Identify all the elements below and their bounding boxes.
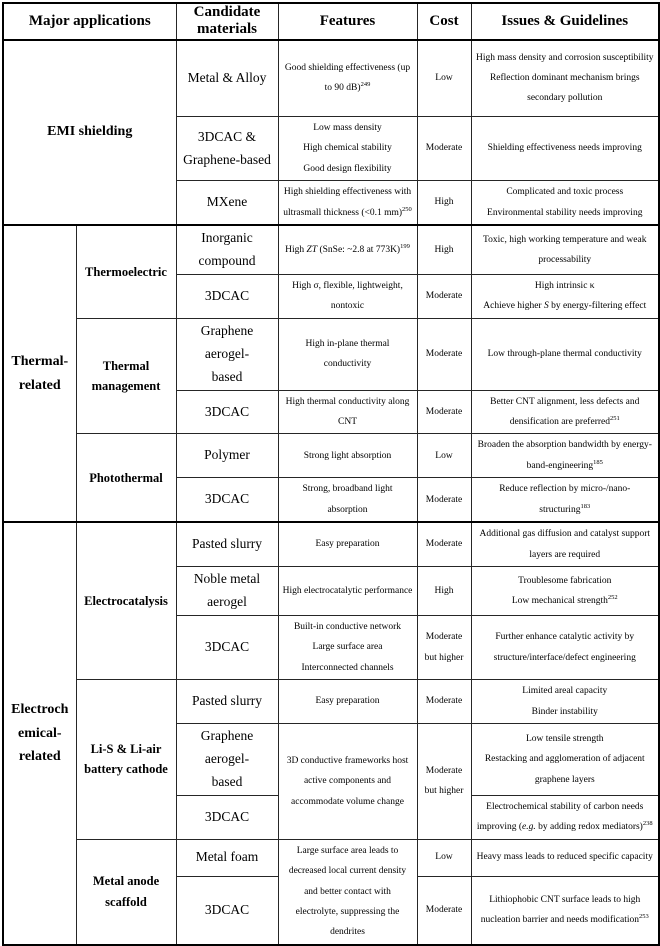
feature-line: Large surface area [312, 642, 383, 653]
cell-cost [417, 478, 471, 522]
issue-line: Reflection dominant mechanism brings secondary pollution [489, 73, 640, 104]
section-label-electrochemical-related [3, 522, 76, 945]
cell-cost [417, 274, 471, 318]
cell-material [176, 522, 278, 566]
cell-features [278, 680, 417, 724]
cell-features [278, 478, 417, 522]
cell-issues [471, 724, 659, 796]
feature-line [283, 240, 413, 260]
row-electrocatalysis-pasted [3, 522, 659, 566]
cell-features [278, 522, 417, 566]
subsection-label-text: Li-S & Li-air [90, 741, 162, 756]
issue-text: by adding redox mediators) [535, 822, 643, 833]
cell-cost [417, 40, 471, 117]
cell-material [176, 478, 278, 522]
issue-text: Lithiophobic CNT surface leads to high nucleation barrier and needs modification [480, 894, 641, 926]
cell-issues [471, 274, 659, 318]
cost-text: Moderate but higher [424, 632, 464, 663]
feature-line: 3D conductive frameworks host active components and accommodate volume change [286, 755, 409, 807]
cell-material [176, 117, 278, 181]
feature-line: Strong, broadband light absorption [302, 484, 393, 515]
material-text: Metal & Alloy [187, 69, 267, 85]
cost-text: Moderate [425, 494, 463, 505]
issue-italic-text: e.g. [522, 822, 536, 833]
section-label-text: related [18, 749, 61, 765]
row-battery-pasted [3, 680, 659, 724]
cell-material [176, 724, 278, 796]
row-metal-alloy [3, 40, 659, 117]
issue-line: High mass density and corrosion susceptibility [475, 52, 654, 63]
subsection-label-text: management [91, 379, 161, 394]
cost-text: Moderate [425, 904, 463, 915]
issue-line [476, 392, 655, 433]
cell-material [176, 680, 278, 724]
material-text: MXene [206, 194, 248, 210]
cell-features [278, 615, 417, 679]
cost-text: Low [435, 73, 453, 84]
material-text: 3DCAC [204, 901, 250, 917]
cell-issues [471, 225, 659, 274]
issue-line: Toxic, high working temperature and weak processability [483, 234, 647, 266]
material-text: 3DCAC [204, 403, 250, 419]
reference-superscript: 183 [580, 502, 591, 510]
col-header-major-applications: Major applications [3, 3, 176, 40]
subsection-label-battery-cathode [76, 680, 176, 840]
cell-cost [417, 434, 471, 478]
header-row [3, 3, 659, 40]
cell-features [278, 567, 417, 616]
cell-material [176, 40, 278, 117]
cell-cost [417, 876, 471, 945]
cell-features [278, 40, 417, 117]
reference-superscript: 238 [642, 820, 653, 828]
cost-text: Moderate [425, 291, 463, 302]
col-header-features: Features [278, 3, 417, 40]
subsection-label-photothermal [76, 434, 176, 522]
cost-text: High [434, 244, 454, 255]
cell-cost-shared [417, 724, 471, 840]
col-header-candidate-materials: Candidate materials [176, 3, 278, 40]
issue-text: by energy-filtering effect [548, 301, 647, 312]
cell-issues [471, 795, 659, 839]
issue-line: Low tensile strength [525, 733, 604, 744]
issue-line: Complicated and toxic process [506, 187, 624, 198]
material-text: 3DCAC [204, 491, 250, 507]
feature-line: Built-in conductive network [293, 621, 402, 632]
section-label-text: Thermal- [11, 353, 69, 369]
section-label-text: emical- [17, 725, 62, 741]
feature-text: Good shielding effectiveness (up to 90 dB) [284, 62, 411, 94]
feature-line: Easy preparation [315, 539, 380, 550]
cell-cost [417, 680, 471, 724]
cell-issues [471, 567, 659, 616]
subsection-label-text: Metal anode [92, 874, 160, 889]
issue-line [476, 479, 655, 520]
cell-issues [471, 434, 659, 478]
cell-issues [471, 522, 659, 566]
cell-material [176, 390, 278, 434]
cell-material [176, 318, 278, 390]
cost-text: Moderate [425, 349, 463, 360]
feature-line: Large surface area leads to decreased local current density and better contact with electrolyte, suppressing the dendrites [288, 845, 407, 938]
reference-superscript: 249 [360, 81, 371, 89]
issue-line: Environmental stability needs improving [487, 207, 643, 218]
issue-line: Limited areal capacity [522, 686, 608, 697]
issue-text: Reduce reflection by micro-/nano-structuring [499, 484, 631, 515]
material-text: 3DCAC [204, 287, 250, 303]
cost-text: High [434, 585, 454, 596]
cell-cost [417, 181, 471, 225]
material-text: based [211, 773, 243, 789]
reference-superscript: 253 [639, 913, 649, 921]
issue-line [476, 890, 655, 931]
cell-issues [471, 117, 659, 181]
row-inorganic-compound [3, 225, 659, 274]
cell-cost [417, 567, 471, 616]
feature-line: High in-plane thermal conductivity [305, 338, 390, 370]
cell-cost [417, 615, 471, 679]
feature-line: Low mass density [313, 123, 382, 133]
feature-line: High electrocatalytic performance [282, 585, 413, 596]
cell-material [176, 615, 278, 679]
issue-line [476, 296, 655, 316]
cell-issues [471, 40, 659, 117]
cell-cost [417, 117, 471, 181]
cost-text: High [434, 197, 454, 208]
reference-superscript: 185 [593, 458, 603, 466]
material-text: Inorganic [201, 230, 253, 246]
cell-cost [417, 225, 471, 274]
cell-material [176, 795, 278, 839]
cell-features [278, 225, 417, 274]
cost-text: Low [435, 852, 453, 863]
cost-text: Moderate [425, 406, 463, 417]
issue-text: Electrochemical stability of carbon needs improving ( [476, 801, 644, 833]
material-text: Graphene-based [183, 151, 271, 167]
material-text: Graphene aerogel- [200, 728, 254, 766]
cost-text: Low [435, 450, 453, 461]
feature-line: Good design flexibility [303, 163, 392, 174]
cell-features [278, 117, 417, 181]
row-thermal-mgmt-graphene [3, 318, 659, 390]
material-text: 3DCAC [204, 639, 250, 655]
section-label-thermal-related [3, 225, 76, 522]
section-label-text: related [18, 377, 61, 393]
issue-line [476, 435, 655, 476]
issue-italic-text: S [543, 301, 549, 312]
cell-issues [471, 680, 659, 724]
feature-line: High σ, flexible, lightweight, nontoxic [292, 280, 403, 312]
subsection-label-text: Thermal [102, 358, 150, 373]
issue-line: Troublesome fabrication [518, 575, 612, 586]
reference-superscript: 251 [609, 414, 620, 422]
feature-text: (SnSe: ~2.8 at 773K) [317, 244, 401, 255]
feature-text: High [285, 244, 307, 255]
issue-line: Further enhance catalytic activity by structure/interface/defect engineering [493, 632, 636, 663]
cost-text: Moderate [425, 143, 463, 154]
cell-material [176, 876, 278, 945]
subsection-label-electrocatalysis [76, 522, 176, 679]
issue-text: Better CNT alignment, less defects and densification are preferred [490, 396, 640, 428]
material-text: 3DCAC [204, 808, 250, 824]
subsection-label-thermal-management [76, 318, 176, 434]
material-text: Graphene aerogel- [200, 322, 254, 361]
col-header-issues-guidelines: Issues & Guidelines [471, 3, 659, 40]
subsection-label-metal-anode-scaffold [76, 839, 176, 945]
cell-issues [471, 615, 659, 679]
subsection-label-text: scaffold [105, 894, 147, 909]
feature-text: High shielding effectiveness with ultrasmall thickness (<0.1 mm) [283, 187, 412, 218]
section-label-emi-shielding [3, 40, 176, 226]
subsection-label-text: Electrocatalysis [84, 593, 168, 608]
subsection-label-text: Thermoelectric [85, 264, 167, 279]
subsection-label-text: battery cathode [84, 762, 168, 777]
cell-features [278, 434, 417, 478]
cell-material [176, 434, 278, 478]
cost-text: Moderate [425, 539, 463, 550]
feature-line: High thermal conductivity along CNT [285, 396, 410, 428]
issue-line: Additional gas diffusion and catalyst support layers are required [479, 529, 651, 560]
issue-text: Broaden the absorption bandwidth by energy-band-engineering [477, 440, 652, 471]
issue-line [476, 797, 655, 838]
cell-material [176, 567, 278, 616]
issue-line: Restacking and agglomeration of adjacent graphene layers [484, 754, 645, 785]
subsection-label-thermoelectric [76, 225, 176, 318]
material-text: aerogel [207, 593, 247, 609]
reference-superscript: 199 [400, 242, 410, 250]
issue-line [476, 591, 655, 611]
issue-line: Binder instability [531, 706, 598, 717]
issue-text: Achieve higher [483, 301, 544, 312]
material-text: compound [198, 253, 256, 269]
material-text: Polymer [204, 447, 250, 463]
section-label-text: Electroch [11, 701, 69, 717]
cell-features [278, 390, 417, 434]
section-label-text: EMI shielding [47, 124, 133, 140]
material-text: Metal foam [195, 849, 259, 865]
cell-issues [471, 181, 659, 225]
cell-issues [471, 390, 659, 434]
issue-line: High intrinsic κ [534, 280, 595, 291]
material-text: Pasted slurry [191, 536, 263, 552]
issue-text: Low mechanical strength [511, 595, 608, 606]
cell-cost [417, 390, 471, 434]
col-header-cost: Cost [417, 3, 471, 40]
cell-cost [417, 522, 471, 566]
feature-line: Strong light absorption [303, 450, 392, 461]
cell-issues [471, 478, 659, 522]
material-text: 3DCAC & [197, 128, 257, 144]
applications-comparison-table [2, 2, 660, 946]
cell-material [176, 225, 278, 274]
reference-superscript: 250 [402, 205, 412, 213]
issue-line: Shielding effectiveness needs improving [487, 143, 642, 154]
reference-superscript: 252 [607, 593, 618, 601]
issue-line: Low through-plane thermal conductivity [487, 349, 642, 360]
feature-line: Interconnected channels [301, 662, 394, 673]
cell-features [278, 274, 417, 318]
cell-features [278, 318, 417, 390]
subsection-label-text: Photothermal [89, 470, 163, 485]
feature-line [283, 58, 413, 99]
cell-features-shared [278, 839, 417, 945]
cell-cost [417, 318, 471, 390]
issue-line: Heavy mass leads to reduced specific capacity [476, 852, 653, 863]
cost-text: Moderate [425, 696, 463, 707]
cost-text: Moderate but higher [424, 765, 464, 797]
feature-line: Easy preparation [315, 696, 380, 707]
row-polymer [3, 434, 659, 478]
cell-material [176, 181, 278, 225]
feature-line [283, 182, 413, 223]
material-text: based [211, 368, 243, 384]
cell-features [278, 181, 417, 225]
cell-issues [471, 318, 659, 390]
material-text: Pasted slurry [191, 693, 263, 709]
feature-line: High chemical stability [303, 143, 392, 154]
cell-issues [471, 876, 659, 945]
cell-features-shared [278, 724, 417, 840]
material-text: Noble metal [193, 571, 261, 587]
feature-italic-text: ZT [306, 244, 318, 255]
cell-material [176, 274, 278, 318]
